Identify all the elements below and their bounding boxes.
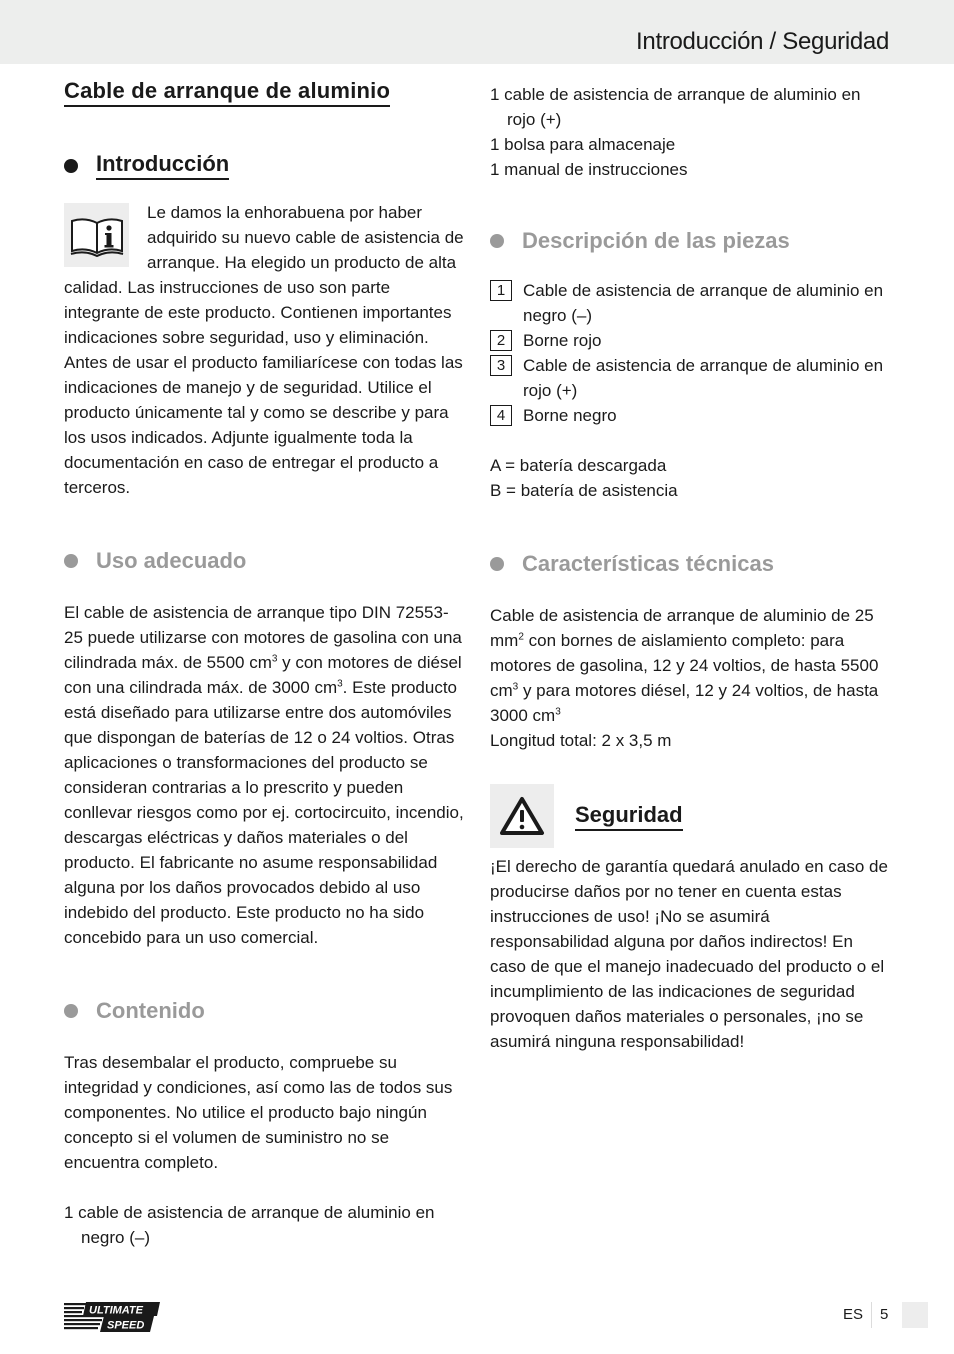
part-number: 4: [490, 405, 512, 426]
caracteristicas-text: Cable de asistencia de arranque de aluminio de 25 $mm^2$ con bornes de aislamiento completo: para motores de gasolina, 12 y 24 voltios, de hasta 5500 $cm^3$ y para motores diésel, 12 y 24 voltios, de hasta 3000 $cm^3$: [490, 606, 879, 725]
bullet-icon: [490, 557, 504, 571]
svg-text:SPEED: SPEED: [107, 1319, 145, 1332]
part-number: 2: [490, 330, 512, 351]
bullet-icon: [490, 234, 504, 248]
right-column: [490, 82, 890, 1054]
intro-text: Le damos la enhorabuena por haber adquirido su nuevo cable de asistencia de arranque. Ha elegido un producto de alta calidad. Las instrucciones de uso son parte integrante de este producto. Contienen importantes indicaciones sobre seguridad, uso y eliminación. Antes de usar el producto familiarícese con todas las indicaciones de manejo y de seguridad. Utilice el producto únicamente tal y como se describe y para los usos indicados. Adjunte igualmente toda la documentación en caso de entregar el producto a terceros.: [64, 203, 464, 497]
bullet-icon: [64, 1004, 78, 1018]
part-item: 2 Borne rojo: [490, 328, 890, 353]
footer-divider: [871, 1302, 872, 1328]
ultimate-speed-logo: [64, 1302, 162, 1337]
section-heading-introduccion: Introducción: [64, 151, 464, 180]
footer-tab-marker: [902, 1302, 928, 1328]
section-heading-contenido: Contenido: [64, 998, 464, 1024]
intro-section: [64, 200, 464, 500]
part-item: 1 Cable de asistencia de arranque de aluminio en negro (–): [490, 278, 890, 328]
warning-triangle-icon: [490, 784, 554, 848]
contenido-list: [64, 1200, 464, 1250]
part-item: 3 Cable de asistencia de arranque de aluminio en rojo (+): [490, 353, 890, 403]
section-heading-descripcion-piezas: Descripción de las piezas: [490, 228, 890, 254]
list-item: 1 bolsa para almacenaje: [490, 135, 676, 154]
legend-b: B = batería de asistencia: [490, 481, 678, 500]
contenido-text: Tras desembalar el producto, compruebe su integridad y condiciones, así como las de todos sus componentes. No utilice el producto bajo ningún concepto si el volumen de suministro no se encuentra completo.: [64, 1053, 453, 1172]
bullet-icon: [64, 554, 78, 568]
list-item: 1 cable de asistencia de arranque de aluminio en rojo (+): [490, 85, 861, 129]
part-number: 1: [490, 280, 512, 301]
left-column: [64, 78, 464, 1250]
bullet-icon: [64, 159, 78, 173]
main-title: Cable de arranque de aluminio: [64, 78, 390, 107]
part-item: 4 Borne negro: [490, 403, 890, 428]
parts-list: [490, 278, 890, 428]
list-item: 1 cable de asistencia de arranque de aluminio en negro (–): [64, 1203, 435, 1247]
section-heading-uso-adecuado: Uso adecuado: [64, 548, 464, 574]
part-number: 3: [490, 355, 512, 376]
section-heading-seguridad: Seguridad: [575, 802, 683, 831]
list-item: 1 manual de instrucciones: [490, 160, 688, 179]
contenido-list-continued: [490, 82, 890, 182]
svg-text:ULTIMATE: ULTIMATE: [89, 1304, 143, 1317]
longitud-total: Longitud total: 2 x 3,5 m: [490, 731, 672, 750]
section-heading-caracteristicas: Características técnicas: [490, 551, 890, 577]
manual-info-icon: [64, 203, 129, 267]
legend-a: A = batería descargada: [490, 456, 667, 475]
page-header-title: Introducción / Seguridad: [636, 28, 889, 55]
seguridad-text: ¡El derecho de garantía quedará anulado en caso de producirse daños por no tener en cuenta estas instrucciones de uso! ¡No se asumirá responsabilidad alguna por daños indirectos! En caso de que el manejo inadecuado del producto o el incumplimiento de las indicaciones de seguridad provoquen daños materiales o personales, ¡no se asumirá ninguna responsabilidad!: [490, 857, 888, 1051]
page-number: 5: [880, 1306, 889, 1323]
uso-adecuado-text: El cable de asistencia de arranque tipo DIN 72553-25 puede utilizarse con motores de gasolina con una cilindrada máx. de 5500 $cm^3$ y con motores de diésel con una cilindrada máx. de 3000 $cm^3$. Este producto está diseñado para utilizarse entre dos automóviles que dispongan de baterías de 12 o 24 voltios. Otras aplicaciones o transformaciones del producto se consideran contrarias a lo prescrito y pueden conllevar riesgos como por ej. cortocircuito, incendio, descargas eléctricas y daños materiales o del producto. El fabricante no asume responsabilidad alguna por los daños provocados debido al uso indebido del producto. Este producto no ha sido concebido para un uso comercial.: [64, 603, 464, 947]
seguridad-heading-row: [490, 784, 890, 848]
header-bar: [0, 0, 954, 64]
footer-language: ES: [843, 1306, 864, 1323]
